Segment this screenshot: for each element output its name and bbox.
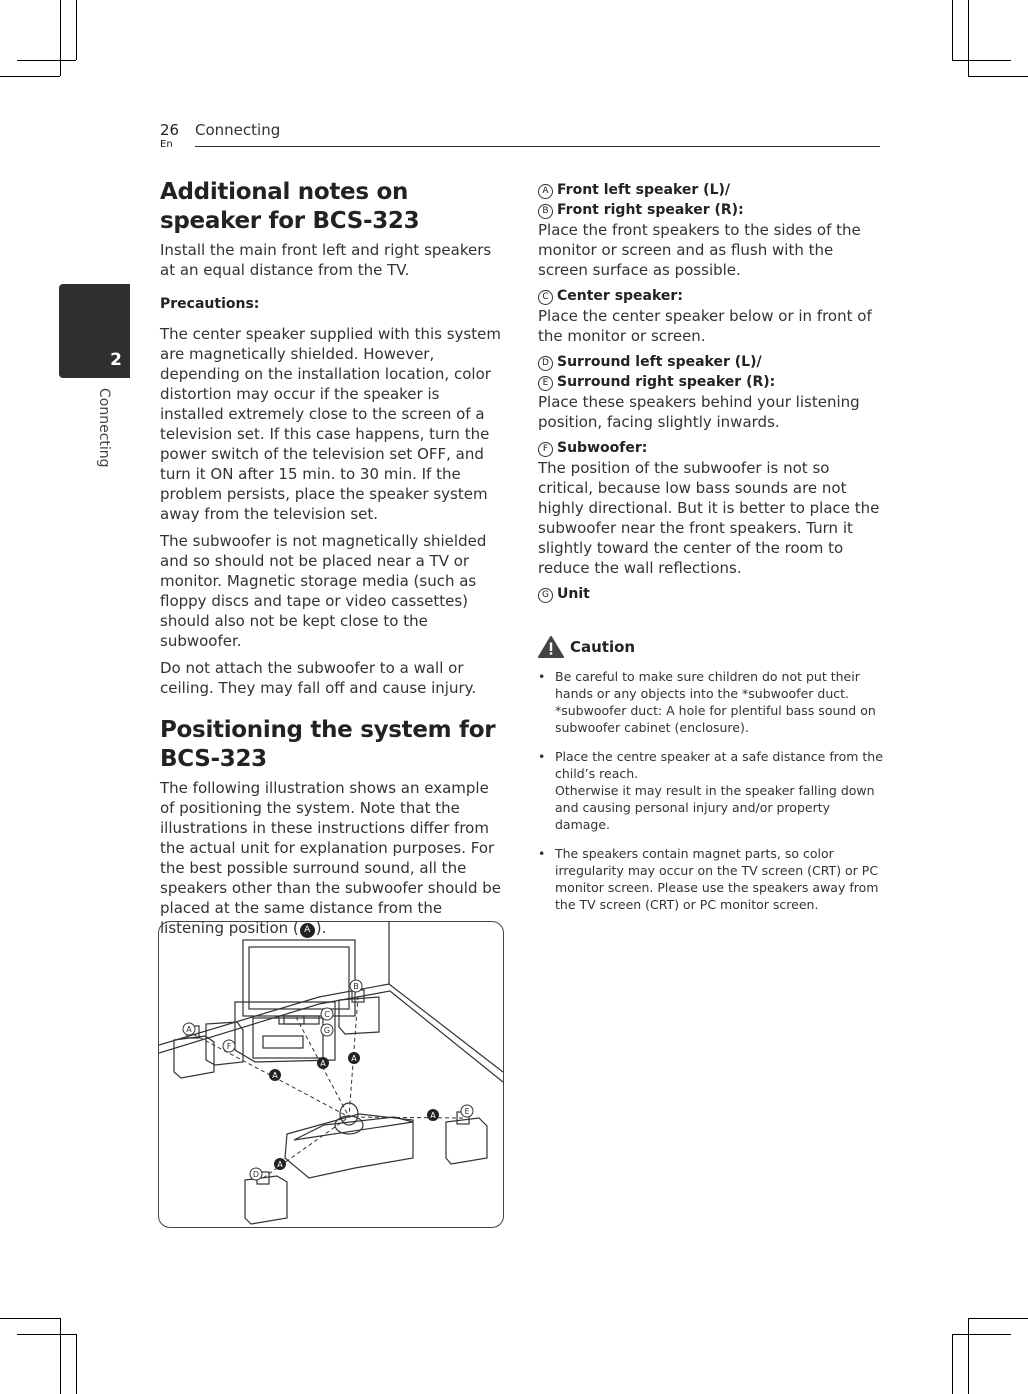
paragraph: The position of the subwoofer is not so critical, because low bass sounds are not highly directional. But it is better to place the subwoofer near the front speakers. Turn it slightly toward the center of the room to reduce the wall reflections. [538, 459, 880, 577]
label-marker: C [538, 290, 553, 305]
distance-marker [269, 1069, 281, 1081]
positioning-paragraph [160, 778, 505, 938]
svg-text:A: A [277, 1160, 283, 1169]
svg-text:A: A [351, 1054, 357, 1063]
caution-item: • Be careful to make sure children do not put their hands or any objects into the *subwoofer duct. *subwoofer duct: A hole for plentiful bass sound on subwoofer cabinet (enclosure). [555, 668, 883, 736]
precautions-title: Precautions: [160, 296, 260, 312]
paragraph: Place the front speakers to the sides of the monitor or screen and as flush with the screen surface as possible. [538, 221, 861, 279]
speaker-item-g: G Unit [538, 584, 883, 604]
svg-text:A: A [186, 1025, 192, 1034]
chapter-label: Connecting [96, 388, 112, 468]
page-language: En [160, 139, 173, 150]
crop-mark [952, 60, 1011, 61]
svg-text:G: G [323, 1026, 331, 1035]
caution-heading [538, 636, 883, 658]
label-a-front-left [183, 1023, 195, 1035]
crop-mark [968, 0, 969, 76]
caution-list [538, 668, 883, 913]
chapter-tab [59, 284, 130, 378]
svg-text:A: A [272, 1071, 278, 1080]
crop-mark [952, 1334, 1011, 1335]
label-marker: G [538, 588, 553, 603]
chapter-number: 2 [110, 350, 122, 370]
crop-mark [17, 1334, 76, 1335]
distance-marker [427, 1109, 439, 1121]
svg-text:D: D [252, 1170, 260, 1179]
listening-position-marker: A [300, 923, 315, 938]
svg-text:F: F [226, 1042, 232, 1051]
section-heading: Additional notes on speaker for BCS-323 [160, 179, 420, 234]
crop-mark [17, 60, 76, 61]
crop-mark [60, 1318, 61, 1394]
page-number: 26 [160, 121, 180, 139]
warning-icon [538, 636, 564, 658]
speaker-item-a: A Front left speaker (L)/ [538, 180, 883, 200]
label-c-center [321, 1008, 333, 1020]
distance-marker [274, 1158, 286, 1170]
section-heading: Positioning the system for BCS-323 [160, 717, 496, 772]
paragraph: The subwoofer is not magnetically shielded and so should not be placed near a TV or monitor. Magnetic storage media (such as floppy discs and tape or video cassettes) should also not be kept close to the subwoofer. [160, 532, 487, 650]
crop-mark [76, 0, 77, 60]
crop-mark [968, 1318, 1028, 1319]
speaker-positioning-illustration [158, 921, 504, 1228]
speaker-item-e: E Surround right speaker (R): [538, 372, 883, 392]
caution-item: • Place the centre speaker at a safe distance from the child’s reach. Otherwise it may result in the speaker falling down and causing personal injury and/or property damage. [555, 748, 883, 833]
label-marker: D [538, 356, 553, 371]
label-marker: A [538, 184, 553, 199]
crop-mark [952, 1334, 953, 1394]
caution-item: • The speakers contain magnet parts, so color irregularity may occur on the TV screen (CRT) or PC monitor screen. Please use the speakers away from the TV screen (CRT) or PC monitor screen. [555, 845, 883, 913]
svg-text:C: C [324, 1010, 330, 1019]
speaker-item-b: B Front right speaker (R): [538, 200, 883, 220]
speaker-item-f: F Subwoofer: [538, 438, 883, 458]
speaker-item-c: C Center speaker: [538, 286, 883, 306]
crop-mark [968, 1318, 969, 1394]
paragraph-text: The following illustration shows an example of positioning the system. Note that the illustrations in these instructions differ from the actual unit for explanation purposes. For the best possible surround sound, all the speakers other than the subwoofer should be placed at the same distance from the listening position ( [160, 779, 501, 937]
crop-mark [952, 0, 953, 60]
caution-title: Caution [570, 638, 636, 656]
crop-mark [60, 0, 61, 76]
svg-text:B: B [353, 982, 359, 991]
crop-mark [76, 1334, 77, 1394]
label-f-subwoofer [223, 1040, 235, 1052]
label-marker: B [538, 204, 553, 219]
distance-marker [348, 1052, 360, 1064]
paragraph: Place these speakers behind your listening position, facing slightly inwards. [538, 393, 860, 431]
left-column [160, 178, 505, 938]
crop-mark [0, 1318, 60, 1319]
label-marker: E [538, 376, 553, 391]
label-d-surround-left [250, 1168, 262, 1180]
paragraph: The center speaker supplied with this system are magnetically shielded. However, depending on the installation location, color distortion may occur if the speaker is installed extremely close to the screen of a television set. If this case happens, turn the power switch of the television set OFF, and turn it ON after 15 min. to 30 min. If the problem persists, place the speaker system away from the television set. [160, 325, 501, 523]
svg-text:A: A [320, 1059, 326, 1068]
intro-paragraph: Install the main front left and right speakers at an equal distance from the TV. [160, 241, 492, 279]
running-head: Connecting [195, 121, 281, 139]
label-g-unit [321, 1024, 333, 1036]
svg-text:E: E [464, 1107, 470, 1116]
header-rule [195, 146, 880, 147]
paragraph: Do not attach the subwoofer to a wall or ceiling. They may fall off and cause injury. [160, 659, 477, 697]
paragraph-text: ). [315, 919, 327, 937]
right-column [538, 180, 883, 925]
speaker-item-d: D Surround left speaker (L)/ [538, 352, 883, 372]
paragraph: Place the center speaker below or in front of the monitor or screen. [538, 307, 872, 345]
crop-mark [0, 76, 60, 77]
crop-mark [968, 76, 1028, 77]
svg-text:A: A [430, 1111, 436, 1120]
distance-marker [317, 1057, 329, 1069]
label-b-front-right [350, 980, 362, 992]
room-diagram [159, 922, 503, 1227]
label-e-surround-right [461, 1105, 473, 1117]
label-marker: F [538, 442, 553, 457]
